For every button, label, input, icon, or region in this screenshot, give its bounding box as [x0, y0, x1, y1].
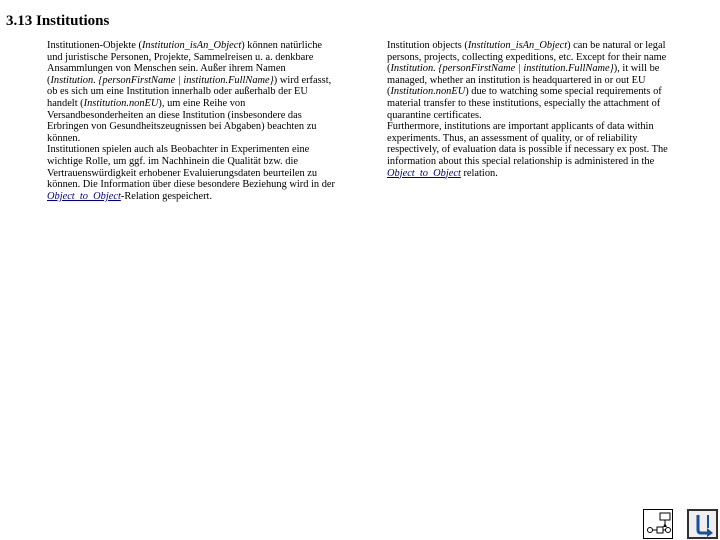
english-paragraph-2: [387, 121, 679, 179]
english-object-to-object-link[interactable]: Object_to_Object: [387, 167, 461, 179]
english-p2-text-a: Furthermore, institutions are important applicants of data within experiments. Thus, an assessment of quality, or of reliability respectively, of evaluation data is possible if necessary ex post. The information about this special relationship is administered in the: [387, 121, 668, 167]
german-paragraph-1: [47, 40, 335, 144]
german-p1-text-c: ) können natürliche und juristische Personen, Projekte, Sammelreisen u. a. denkbare Ansammlungen von Menschen sein. Außer ihrem Namen (: [47, 40, 323, 86]
english-p1-object-name: Institution_isAn_Object: [467, 40, 568, 51]
english-p1-name-attribute: Institution. {personFirstName | institution.FullName}: [390, 63, 614, 75]
english-p2-text-b: relation.: [460, 167, 498, 179]
german-p1-noneu-attribute: Institution.nonEU: [83, 97, 159, 109]
german-p1-name-attribute: Institution. {personFirstName | institution.FullName}: [50, 74, 274, 86]
return-button[interactable]: [687, 509, 718, 539]
german-p2-text-a: Institutionen spielen auch als Beobachter in Experimenten eine wichtige Rolle, um ggf. im Nachhinein die Qualität bzw. die Vertrauenswürdigkeit erhobener Evaluierungsdaten beurteilen zu können. Die Information über diese besondere Beziehung wird in der: [47, 144, 335, 191]
section-heading: 3.13 Institutions: [6, 13, 110, 29]
german-p1-object-name: Institution_isAn_Object: [141, 40, 242, 51]
german-p1-text-g: ), um eine Reihe von Versandbesonderheiten an diese Institution (insbesondere das Erbringen von Gesundheitszeugnissen bei Abgaben) beachten zu können.: [47, 97, 317, 144]
german-object-to-object-link[interactable]: Object_to_Object: [47, 190, 121, 202]
return-arrow-icon: [689, 511, 716, 537]
german-p2-text-b: -Relation gespeichert.: [120, 190, 213, 202]
german-p1-text-a: Institutionen-Objekte (: [47, 40, 142, 51]
english-column: [387, 40, 679, 179]
german-column: [47, 40, 335, 202]
model-diagram-button[interactable]: [643, 509, 673, 539]
german-paragraph-2: [47, 144, 335, 202]
english-p1-noneu-attribute: Institution.nonEU: [390, 86, 466, 98]
english-p1-text-c: ) can be natural or legal persons, projects, collecting expeditions, etc. Except for their name (: [387, 40, 667, 75]
english-paragraph-1: [387, 40, 679, 121]
german-p1-text-e: ) wird erfasst, ob es sich um eine Institution innerhalb oder außerhalb der EU handelt (: [47, 74, 332, 109]
english-p1-text-g: ) due to watching some special requirements of material transfer to these institutions, especially the attachment of quarantine certificates.: [387, 86, 662, 121]
navigation-bar: [643, 509, 719, 540]
model-diagram-icon: [644, 510, 674, 540]
english-p1-text-a: Institution objects (: [387, 40, 468, 51]
english-p1-text-e: ), it will be managed, whether an institution is headquartered in or out EU (: [387, 63, 660, 98]
